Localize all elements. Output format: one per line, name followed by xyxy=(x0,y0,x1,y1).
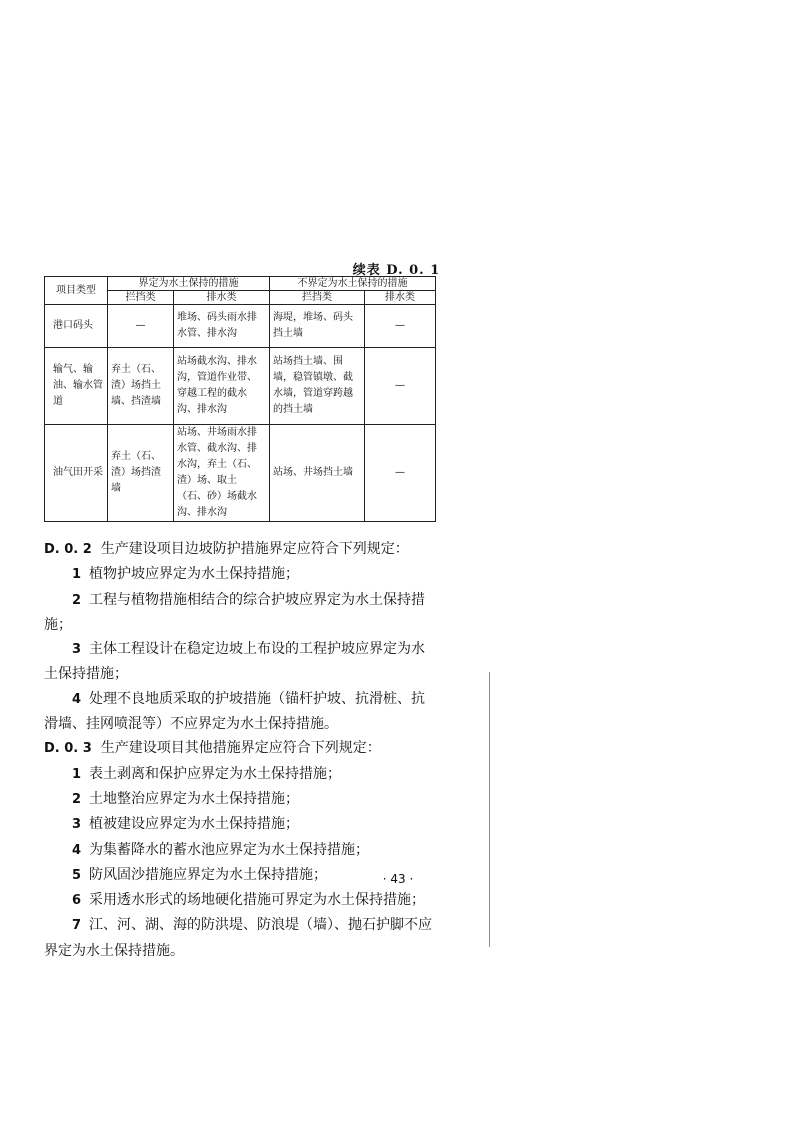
item-text: 植物护坡应界定为水土保持措施； xyxy=(89,566,300,583)
item-text: 主体工程设计在稳定边坡上布设的工程护坡应界定为水土保持措施； xyxy=(44,641,426,683)
cell-defined-retaining: 弃土（石、渣）场挡渣墙 xyxy=(108,425,174,522)
item-text: 采用透水形式的场地硬化措施可界定为水土保持措施； xyxy=(89,892,426,909)
cell-project-type: 输气、输油、输水管道 xyxy=(45,348,108,425)
header-defined-retaining: 拦挡类 xyxy=(108,291,174,305)
cell-not-defined-drainage: — xyxy=(365,305,436,348)
item-text: 表土剥离和保护应界定为水土保持措施； xyxy=(89,765,342,782)
clause-d03-heading xyxy=(44,736,439,761)
table-row xyxy=(45,305,436,348)
cell-defined-retaining: 弃土（石、渣）场挡土墙、挡渣墙 xyxy=(108,348,174,425)
table-row xyxy=(45,425,436,522)
clause-item xyxy=(44,888,439,913)
header-defined: 界定为水土保持的措施 xyxy=(108,277,270,291)
cell-not-defined-retaining: 站场挡土墙、围墙，稳管镇墩、截水墙，管道穿跨越的挡土墙 xyxy=(270,348,365,425)
cell-defined-drainage: 站场截水沟、排水沟，管道作业带、穿越工程的截水沟、排水沟 xyxy=(174,348,270,425)
item-text: 江、河、湖、海的防洪堤、防浪堤（墙）、抛石护脚不应界定为水土保持措施。 xyxy=(44,917,433,959)
item-text: 处理不良地质采取的护坡措施（锚杆护坡、抗滑桩、抗滑墙、挂网喷混等）不应界定为水土保持措施。 xyxy=(44,690,426,733)
clause-item xyxy=(44,913,439,963)
cell-project-type: 油气田开采 xyxy=(45,425,108,522)
table-caption: 续表 D. 0. 1 xyxy=(352,263,441,278)
clause-title: 生产建设项目其他措施界定应符合下列规定： xyxy=(100,740,381,757)
item-text: 植被建设应界定为水土保持措施； xyxy=(89,816,300,833)
clause-item xyxy=(44,562,439,587)
item-number: 1 xyxy=(72,567,82,583)
clause-item xyxy=(44,812,439,837)
header-not-defined-retaining: 拦挡类 xyxy=(270,291,365,305)
header-not-defined-drainage: 排水类 xyxy=(365,291,436,305)
clause-item xyxy=(44,637,439,687)
cell-not-defined-retaining: 站场、井场挡土墙 xyxy=(270,425,365,522)
cell-defined-retaining: — xyxy=(108,305,174,348)
clause-title: 生产建设项目边坡防护措施界定应符合下列规定： xyxy=(100,541,409,557)
body-text xyxy=(44,537,439,963)
header-defined-drainage: 排水类 xyxy=(174,291,270,305)
clause-number: D. 0. 3 xyxy=(44,741,92,757)
cell-defined-drainage: 堆场、码头雨水排水管、排水沟 xyxy=(174,305,270,348)
item-number: 1 xyxy=(72,766,82,782)
clause-item xyxy=(44,787,439,812)
item-number: 2 xyxy=(72,791,82,807)
clause-item xyxy=(44,838,439,863)
item-number: 3 xyxy=(72,642,82,658)
cell-project-type: 港口码头 xyxy=(45,305,108,348)
page-number: · 43 · xyxy=(382,872,414,886)
item-number: 3 xyxy=(72,817,82,833)
cell-not-defined-drainage: — xyxy=(365,425,436,522)
item-number: 4 xyxy=(72,842,82,858)
measures-table xyxy=(44,276,436,522)
clause-item xyxy=(44,762,439,787)
header-project-type: 项目类型 xyxy=(45,277,108,305)
item-number: 2 xyxy=(72,592,82,608)
clause-item xyxy=(44,687,439,737)
cell-not-defined-retaining: 海堤，堆场、码头挡土墙 xyxy=(270,305,365,348)
clause-item xyxy=(44,588,439,638)
item-text: 土地整治应界定为水土保持措施； xyxy=(89,790,300,807)
item-number: 7 xyxy=(72,918,82,934)
table-row xyxy=(45,348,436,425)
clause-d02-heading xyxy=(44,537,439,562)
item-text: 工程与植物措施相结合的综合护坡应界定为水土保持措施； xyxy=(44,591,426,633)
scan-artifact-line xyxy=(489,672,490,947)
header-not-defined: 不界定为水土保持的措施 xyxy=(270,277,436,291)
cell-not-defined-drainage: — xyxy=(365,348,436,425)
cell-defined-drainage: 站场、井场雨水排水管、截水沟、排水沟，弃土（石、渣）场、取土（石、砂）场截水沟、排水沟 xyxy=(174,425,270,522)
item-text: 为集蓄降水的蓄水池应界定为水土保持措施； xyxy=(89,841,370,858)
item-number: 6 xyxy=(72,893,82,909)
item-number: 5 xyxy=(72,867,82,883)
clause-number: D. 0. 2 xyxy=(44,542,92,557)
item-text: 防风固沙措施应界定为水土保持措施； xyxy=(89,866,328,883)
item-number: 4 xyxy=(72,691,82,707)
